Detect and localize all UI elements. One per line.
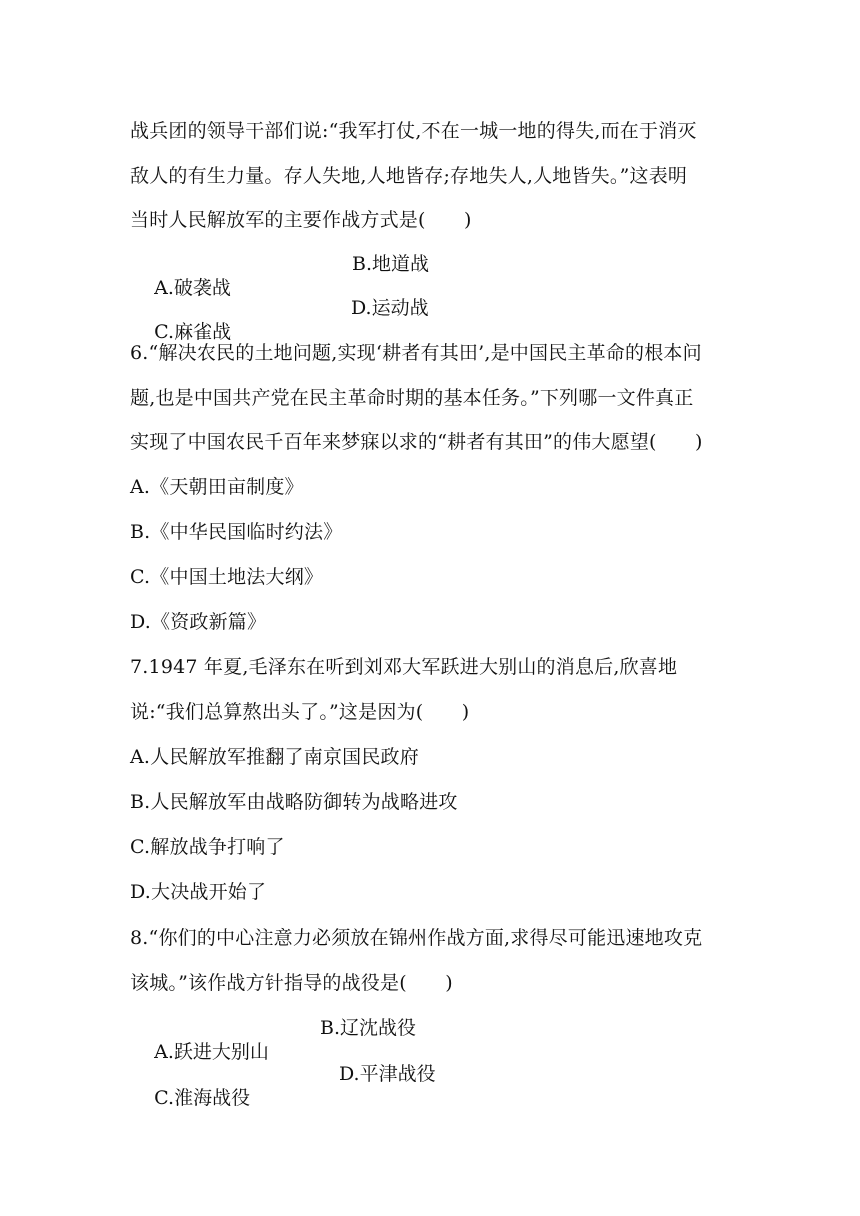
q7-stem-line-2: 说:“我们总算熬出头了。”这是因为( ): [130, 701, 470, 723]
q5-stem-line-2: 敌人的有生力量。存人失地,人地皆存;存地失人,人地皆失。”这表明: [130, 165, 688, 187]
q7-stem-line-1: 7.1947 年夏,毛泽东在听到刘邓大军跃进大别山的消息后,欣喜地: [130, 656, 678, 678]
q5-option-a: A.破袭战: [154, 277, 231, 299]
q7-option-d: D.大决战开始了: [130, 881, 267, 903]
q5-stem-line-1: 战兵团的领导干部们说:“我军打仗,不在一城一地的得失,而在于消灭: [130, 120, 697, 142]
q7-option-b: B.人民解放军由战略防御转为战略进攻: [130, 791, 458, 813]
q8-stem-line-1: 8.“你们的中心注意力必须放在锦州作战方面,求得尽可能迅速地攻克: [130, 927, 703, 949]
q6-stem-line-1: 6.“解决农民的土地问题,实现‘耕者有其田’,是中国民主革命的根本问: [130, 342, 702, 364]
q5-option-b: B.地道战: [352, 253, 430, 275]
q6-option-b: B.《中华民国临时约法》: [130, 521, 343, 543]
q6-stem-line-2: 题,也是中国共产党在民主革命时期的基本任务。”下列哪一文件真正: [130, 387, 694, 409]
q6-option-d: D.《资政新篇》: [130, 611, 267, 633]
q6-stem-line-3: 实现了中国农民千百年来梦寐以求的“耕者有其田”的伟大愿望( ): [130, 431, 703, 453]
q5-option-d: D.运动战: [351, 297, 429, 319]
q6-option-a: A.《天朝田亩制度》: [130, 476, 304, 498]
q8-option-c: C.淮海战役: [154, 1087, 251, 1109]
q6-option-c: C.《中国土地法大纲》: [130, 566, 324, 588]
q8-options-row-2: [130, 1062, 436, 1158]
q5-stem-line-3: 当时人民解放军的主要作战方式是( ): [130, 209, 472, 231]
q8-option-d: D.平津战役: [339, 1063, 436, 1085]
q8-stem-line-2: 该城。”该作战方针指导的战役是( ): [130, 972, 453, 994]
q8-option-a: A.跃进大别山: [154, 1041, 269, 1063]
q8-option-b: B.辽沈战役: [320, 1017, 417, 1039]
q5-option-c: C.麻雀战: [154, 321, 232, 343]
q7-option-c: C.解放战争打响了: [130, 836, 285, 858]
q7-option-a: A.人民解放军推翻了南京国民政府: [130, 746, 419, 768]
